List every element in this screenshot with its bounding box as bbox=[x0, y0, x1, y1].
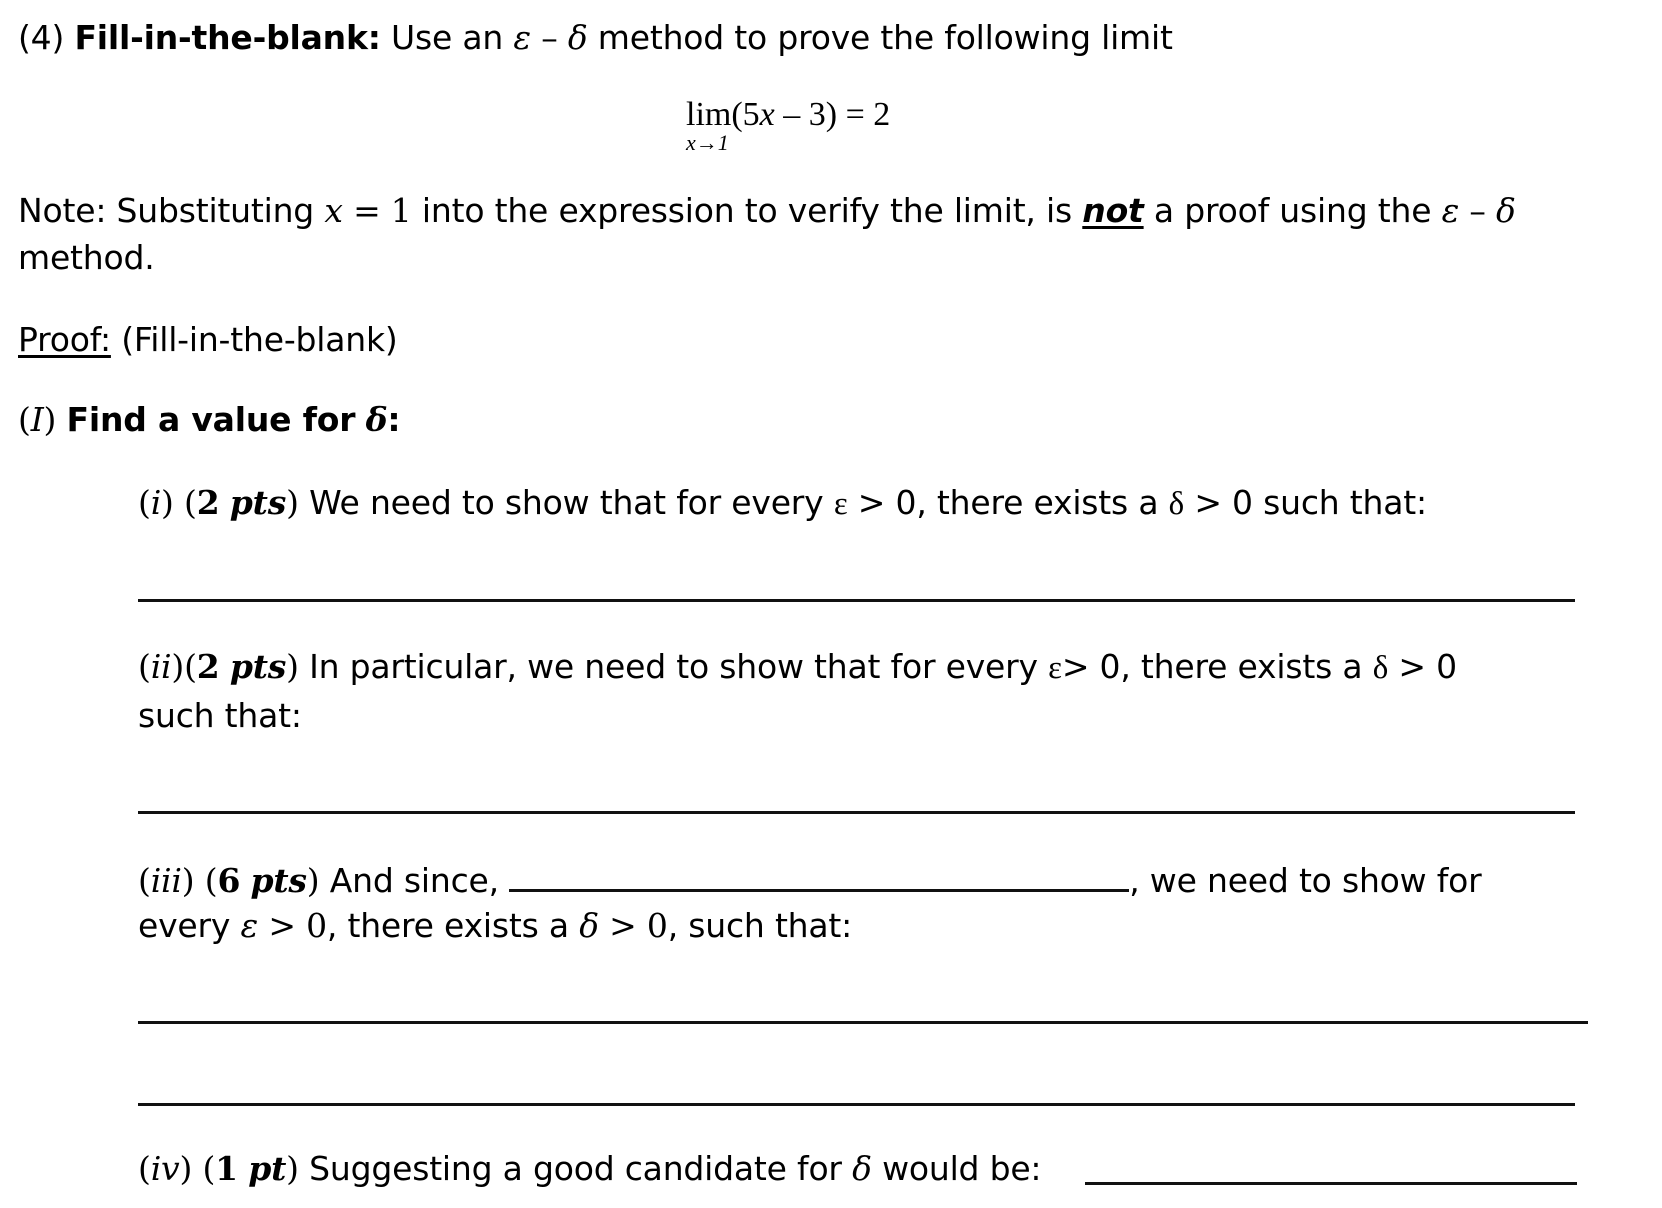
item-i-text: We need to show that for every bbox=[309, 483, 824, 522]
note-prefix: Note: Substituting bbox=[18, 191, 315, 230]
item-ii-line-2: such that: bbox=[138, 696, 302, 735]
part-I-numeral: (I) bbox=[18, 400, 57, 439]
delta-symbol: δ bbox=[1496, 191, 1516, 230]
item-ii-text-mid: > 0, there exists a bbox=[1061, 647, 1363, 686]
lim-operator: lim bbox=[686, 96, 732, 133]
item-ii-points: (2 pts) bbox=[184, 647, 299, 686]
minus-symbol: – bbox=[541, 18, 558, 57]
item-iii-line-2 bbox=[138, 906, 852, 946]
proof-label: Proof: bbox=[18, 320, 111, 359]
item-iii-text-after: , we need to show for bbox=[1129, 861, 1482, 900]
answer-blank-iii-a[interactable] bbox=[138, 1021, 1588, 1024]
lim-subscript: x→1 bbox=[686, 130, 729, 155]
item-ii-roman: (ii) bbox=[138, 647, 185, 686]
intro-pre: Use an bbox=[391, 18, 504, 57]
note-suffix: a proof using the bbox=[1153, 191, 1432, 230]
epsilon-symbol: ε bbox=[1441, 191, 1460, 230]
note-variable: x bbox=[324, 191, 343, 230]
answer-blank-iv[interactable] bbox=[1085, 1182, 1577, 1185]
lim-expression-open: (5 bbox=[731, 96, 760, 133]
proof-heading bbox=[18, 320, 398, 360]
item-iii-points: (6 pts) bbox=[204, 861, 320, 900]
lim-variable: x bbox=[759, 96, 775, 133]
delta-symbol: δ bbox=[365, 400, 388, 439]
part-I-colon: : bbox=[387, 400, 401, 439]
epsilon-symbol: ε bbox=[833, 486, 848, 522]
answer-blank-i[interactable] bbox=[138, 599, 1575, 602]
delta-symbol: δ bbox=[1168, 486, 1185, 522]
item-iv-points: (1 pt) bbox=[202, 1149, 299, 1188]
part-I-title: Find a value for bbox=[66, 400, 356, 439]
note-equals: = 1 bbox=[342, 191, 422, 230]
item-iii-roman: (iii) bbox=[138, 861, 195, 900]
item-iii-text: And since, bbox=[329, 861, 499, 900]
lim-expression-rest: – 3) = 2 bbox=[774, 96, 891, 133]
intro-post: method to prove the following limit bbox=[597, 18, 1173, 57]
epsilon-symbol: ε bbox=[240, 906, 259, 945]
delta-symbol: δ bbox=[567, 18, 588, 57]
item-i-text-mid: > 0, there exists a bbox=[857, 483, 1159, 522]
limit-expression bbox=[686, 96, 891, 155]
item-iii-line2-post: , such that: bbox=[667, 906, 853, 945]
item-ii-text-post: > 0 bbox=[1398, 647, 1457, 686]
note-emphasis-not: not bbox=[1082, 191, 1144, 230]
note-middle: into the expression to verify the limit, is bbox=[421, 191, 1072, 230]
delta-symbol: δ bbox=[579, 906, 599, 945]
epsilon-symbol: ε bbox=[513, 18, 531, 57]
item-ii bbox=[138, 647, 1457, 688]
minus-symbol: – bbox=[1459, 191, 1496, 230]
item-ii-text: In particular, we need to show that for every bbox=[309, 647, 1038, 686]
delta-symbol: δ bbox=[852, 1149, 872, 1188]
note-line-1 bbox=[18, 191, 1516, 231]
item-iii-line2-mid: , there exists a bbox=[326, 906, 569, 945]
problem-number: (4) bbox=[18, 18, 65, 57]
item-i-text-post: > 0 such that: bbox=[1194, 483, 1427, 522]
problem-label: Fill-in-the-blank: bbox=[74, 18, 381, 57]
delta-symbol: δ bbox=[1372, 650, 1389, 686]
item-iv-roman: (iv) bbox=[138, 1149, 193, 1188]
item-iv-text: Suggesting a good candidate for bbox=[309, 1149, 842, 1188]
note-line-2: method. bbox=[18, 238, 155, 277]
item-iii-line2-pre: every bbox=[138, 906, 231, 945]
item-iv-text-post: would be: bbox=[882, 1149, 1042, 1188]
epsilon-symbol: ε bbox=[1048, 650, 1062, 686]
gt-zero: > 0 bbox=[258, 906, 327, 945]
proof-sublabel: (Fill-in-the-blank) bbox=[121, 320, 398, 359]
answer-blank-ii[interactable] bbox=[138, 811, 1575, 814]
item-i bbox=[138, 483, 1427, 524]
answer-blank-iii-inline[interactable] bbox=[509, 859, 1129, 892]
item-i-roman: (i) bbox=[138, 483, 174, 522]
item-iv bbox=[138, 1149, 1041, 1189]
problem-header bbox=[18, 18, 1173, 58]
gt-zero: > 0 bbox=[598, 906, 668, 945]
item-i-points: (2 pts) bbox=[184, 483, 299, 522]
answer-blank-iii-b[interactable] bbox=[138, 1103, 1575, 1106]
item-iii bbox=[138, 859, 1482, 901]
part-I-heading bbox=[18, 400, 400, 440]
